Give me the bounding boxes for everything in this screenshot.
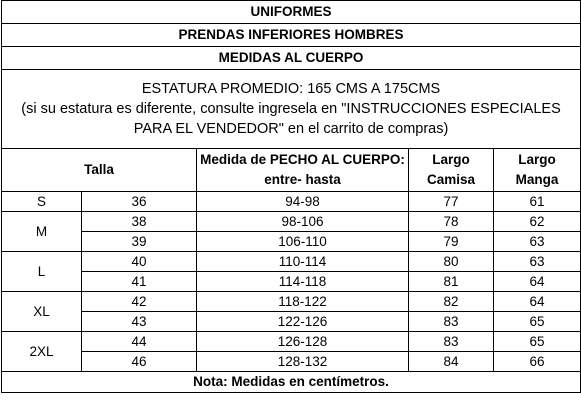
size-label: L (2, 252, 82, 292)
sleeve-length: 64 (494, 292, 581, 312)
table-row (2, 252, 581, 272)
header-manga-line1: Largo (518, 152, 556, 167)
shirt-length: 81 (409, 272, 494, 292)
table-note: Nota: Medidas en centímetros. (2, 372, 581, 393)
header-pecho-line2: entre- hasta (264, 172, 341, 187)
section-heading: MEDIDAS AL CUERPO (2, 47, 581, 70)
table-row (2, 212, 581, 232)
shirt-length: 80 (409, 252, 494, 272)
table-row (2, 292, 581, 312)
chest-range: 106-110 (197, 232, 409, 252)
shirt-length: 77 (409, 192, 494, 212)
height-info-line: ESTATURA PROMEDIO: 165 CMS A 175CMS (141, 81, 441, 97)
shirt-length: 78 (409, 212, 494, 232)
size-label: M (2, 212, 82, 252)
size-label: S (2, 192, 82, 212)
chest-range: 94-98 (197, 192, 409, 212)
table-row (2, 272, 581, 292)
chest-range: 128-132 (197, 352, 409, 372)
sleeve-length: 62 (494, 212, 581, 232)
size-number: 42 (82, 292, 197, 312)
header-talla: Talla (2, 149, 197, 192)
table-row (2, 192, 581, 212)
shirt-length: 83 (409, 332, 494, 352)
shirt-length: 84 (409, 352, 494, 372)
size-number: 44 (82, 332, 197, 352)
size-number: 41 (82, 272, 197, 292)
table-row (2, 232, 581, 252)
table-row (2, 312, 581, 332)
sleeve-length: 61 (494, 192, 581, 212)
size-number: 39 (82, 232, 197, 252)
header-pecho-line1: Medida de PECHO AL CUERPO: (200, 152, 405, 167)
header-manga-line2: Manga (515, 172, 559, 187)
chest-range: 122-126 (197, 312, 409, 332)
chest-range: 126-128 (197, 332, 409, 352)
size-number: 36 (82, 192, 197, 212)
size-number: 40 (82, 252, 197, 272)
chest-range: 98-106 (197, 212, 409, 232)
shirt-length: 82 (409, 292, 494, 312)
chest-range: 114-118 (197, 272, 409, 292)
header-camisa-line2: Camisa (426, 172, 476, 187)
sleeve-length: 64 (494, 272, 581, 292)
table-subtitle: PRENDAS INFERIORES HOMBRES (2, 24, 581, 47)
chest-range: 110-114 (197, 252, 409, 272)
size-number: 46 (82, 352, 197, 372)
sleeve-length: 63 (494, 232, 581, 252)
chest-range: 118-122 (197, 292, 409, 312)
size-label: XL (2, 292, 82, 332)
size-chart-table (1, 0, 581, 393)
shirt-length: 79 (409, 232, 494, 252)
header-largo-manga (494, 149, 581, 192)
height-instructions: (si su estatura es diferente, consulte ingresela en "INSTRUCCIONES ESPECIALES PARA EL VENDEDOR" en el carrito de compras) (21, 101, 561, 137)
table-title: UNIFORMES (2, 1, 581, 24)
table-row (2, 352, 581, 372)
sleeve-length: 63 (494, 252, 581, 272)
shirt-length: 83 (409, 312, 494, 332)
header-largo-camisa (409, 149, 494, 192)
header-camisa-line1: Largo (432, 152, 470, 167)
size-label: 2XL (2, 332, 82, 372)
sleeve-length: 65 (494, 332, 581, 352)
size-number: 38 (82, 212, 197, 232)
table-row (2, 332, 581, 352)
sleeve-length: 65 (494, 312, 581, 332)
size-number: 43 (82, 312, 197, 332)
header-pecho (197, 149, 409, 192)
height-info-cell (2, 70, 581, 149)
sleeve-length: 66 (494, 352, 581, 372)
